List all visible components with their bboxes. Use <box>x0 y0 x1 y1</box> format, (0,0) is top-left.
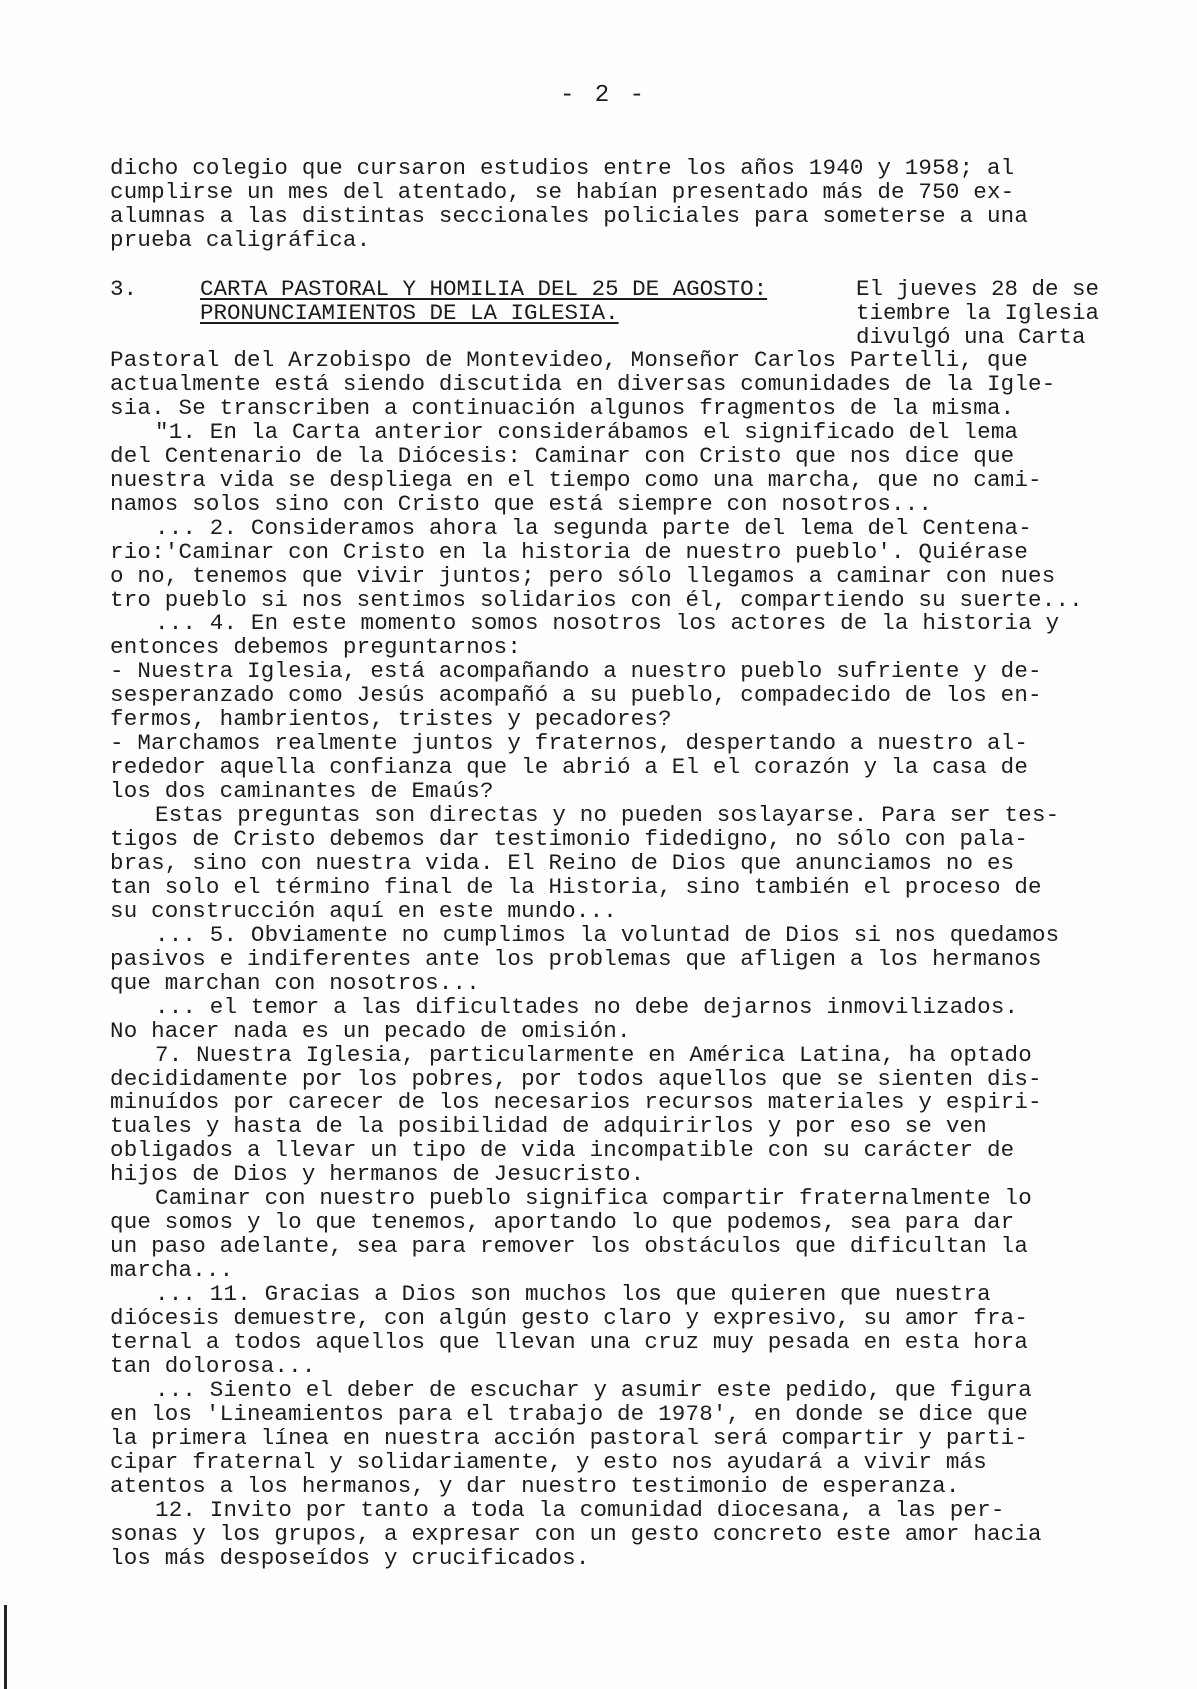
body-line: entonces debemos preguntarnos: <box>110 634 522 661</box>
intro-line: dicho colegio que cursaron estudios entre los años 1940 y 1958; al <box>110 155 1015 181</box>
body-line: los más desposeídos y crucificados. <box>110 1544 590 1571</box>
body-line: que somos y lo que tenemos, aportando lo que podemos, sea para dar <box>110 1209 1015 1236</box>
body-line: 7. Nuestra Iglesia, particularmente en América Latina, ha optado <box>155 1041 1032 1068</box>
intro-line: prueba caligráfica. <box>110 227 371 253</box>
body-line: rio:'Caminar con Cristo en la historia de nuestro pueblo'. Quiérase <box>110 538 1029 565</box>
body-line: Pastoral del Arzobispo de Montevideo, Monseñor Carlos Partelli, que <box>110 347 1029 373</box>
body-line: ... 2. Consideramos ahora la segunda parte del lema del Centena- <box>155 514 1032 541</box>
body-line: tuales y hasta de la posibilidad de adquirirlos y por eso se ven <box>110 1113 987 1140</box>
body-line: la primera línea en nuestra acción pastoral será compartir y parti- <box>110 1424 1029 1451</box>
body-line: - Marchamos realmente juntos y fraternos, despertando a nuestro al- <box>110 730 1029 757</box>
body-line: Caminar con nuestro pueblo significa compartir fraternalmente lo <box>155 1185 1032 1212</box>
body-line: No hacer nada es un pecado de omisión. <box>110 1017 631 1044</box>
body-line: ... Siento el deber de escuchar y asumir este pedido, que figura <box>155 1376 1032 1403</box>
body-line: pasivos e indiferentes ante los problemas que afligen a los hermanos <box>110 945 1042 972</box>
body-line: fermos, hambrientos, tristes y pecadores? <box>110 706 672 733</box>
body-line: atentos a los hermanos, y dar nuestro testimonio de esperanza. <box>110 1472 960 1499</box>
body-line: diócesis demuestre, con algún gesto claro y expresivo, su amor fra- <box>110 1305 1029 1331</box>
body-line: ... 4. En este momento somos nosotros los actores de la historia y <box>155 610 1060 637</box>
side-text-line-3: divulgó una Carta <box>856 324 1086 350</box>
body-line: ... 11. Gracias a Dios son muchos los que quieren que nuestra <box>155 1281 991 1308</box>
body-line: tan solo el término final de la Historia, sino también el proceso de <box>110 873 1042 900</box>
body-line: nuestra vida se despliega en el tiempo como una marcha, que no cami- <box>110 466 1042 493</box>
intro-line: cumplirse un mes del atentado, se habían presentado más de 750 ex- <box>110 179 1015 205</box>
body-line: obligados a llevar un tipo de vida incompatible con su carácter de <box>110 1137 1015 1164</box>
body-line: 12. Invito por tanto a toda la comunidad diocesana, a las per- <box>155 1496 1005 1523</box>
body-line: minuídos por carecer de los necesarios recursos materiales y espiri- <box>110 1089 1042 1116</box>
body-line: - Nuestra Iglesia, está acompañando a nuestro pueblo sufriente y de- <box>110 658 1042 685</box>
body-line: del Centenario de la Diócesis: Caminar con Cristo que nos dice que <box>110 442 1015 469</box>
body-line: ... el temor a las dificultades no debe dejarnos inmovilizados. <box>155 993 1019 1020</box>
body-line: sia. Se transcriben a continuación algunos fragmentos de la misma. <box>110 394 1015 421</box>
body-line: rededor aquella confianza que le abrió a El el corazón y la casa de <box>110 754 1029 781</box>
body-line: un paso adelante, sea para remover los obstáculos que dificultan la <box>110 1233 1029 1260</box>
scan-margin-mark <box>4 1605 7 1689</box>
body-line: sonas y los grupos, a expresar con un gesto concreto este amor hacia <box>110 1520 1042 1547</box>
body-line: cipar fraternal y solidariamente, y esto nos ayudará a vivir más <box>110 1448 987 1475</box>
body-line: que marchan con nosotros... <box>110 969 480 996</box>
body-line: namos solos sino con Cristo que está siempre con nosotros... <box>110 490 933 517</box>
body-line: o no, tenemos que vivir juntos; pero sólo llegamos a caminar con nues <box>110 562 1056 589</box>
body-line: decididamente por los pobres, por todos aquellos que se sienten dis- <box>110 1065 1042 1092</box>
section-number: 3. <box>110 276 138 302</box>
side-text-line-1: El jueves 28 de se <box>856 276 1100 302</box>
body-line: Estas preguntas son directas y no pueden soslayarse. Para ser tes- <box>155 802 1060 829</box>
intro-line: alumnas a las distintas seccionales policiales para someterse a una <box>110 203 1029 229</box>
body-line: ... 5. Obviamente no cumplimos la voluntad de Dios si nos quedamos <box>155 921 1060 948</box>
body-line: tro pueblo si nos sentimos solidarios con él, compartiendo su suerte... <box>110 586 1083 613</box>
body-line: marcha... <box>110 1257 234 1284</box>
body-line: ternal a todos aquellos que llevan una cruz muy pesada en esta hora <box>110 1328 1029 1355</box>
side-text-line-2: tiembre la Iglesia <box>856 300 1100 326</box>
body-line: tan dolorosa... <box>110 1352 316 1379</box>
body-line: tigos de Cristo debemos dar testimonio fidedigno, no sólo con pala- <box>110 826 1029 852</box>
body-line: en los 'Lineamientos para el trabajo de 1978', en donde se dice que <box>110 1400 1029 1427</box>
body-line: bras, sino con nuestra vida. El Reino de Dios que anunciamos no es <box>110 849 1015 876</box>
page-number: - 2 - <box>560 82 648 109</box>
body-line: "1. En la Carta anterior considerábamos el significado del lema <box>155 418 1019 445</box>
body-line: hijos de Dios y hermanos de Jesucristo. <box>110 1161 645 1188</box>
body-line: los dos caminantes de Emaús? <box>110 778 494 805</box>
section-heading-line-1: CARTA PASTORAL Y HOMILIA DEL 25 DE AGOSTO: <box>200 276 768 302</box>
body-line: sesperanzado como Jesús acompañó a su pueblo, compadecido de los en- <box>110 682 1042 709</box>
section-heading-line-2: PRONUNCIAMIENTOS DE LA IGLESIA. <box>200 300 619 326</box>
body-line: su construcción aquí en este mundo... <box>110 897 617 924</box>
body-line: actualmente está siendo discutida en diversas comunidades de la Igle- <box>110 370 1056 397</box>
